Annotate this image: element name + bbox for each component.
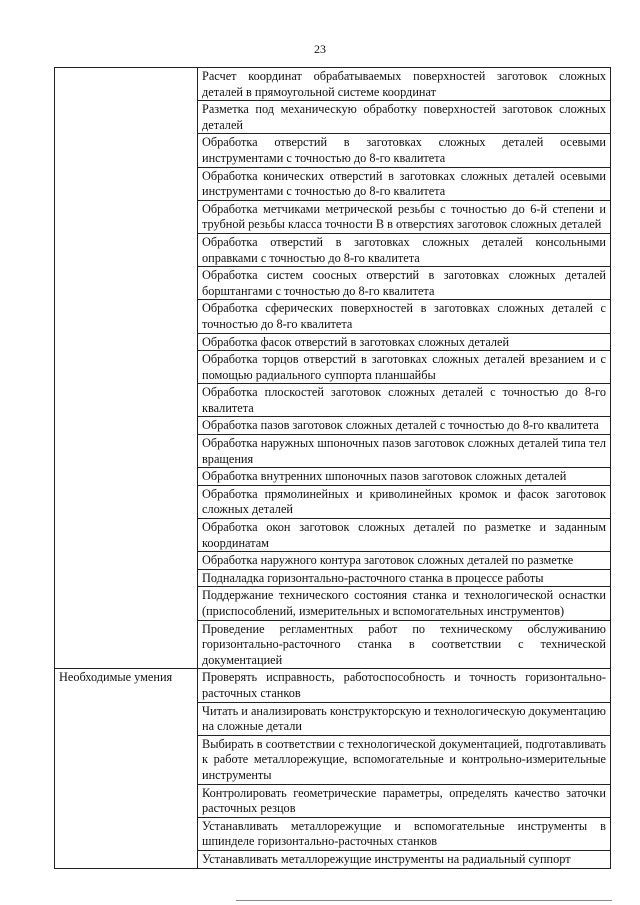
table-cell-text: Обработка торцов отверстий в заготовках сложных деталей врезанием и с помощью радиального суппорта планшайбы — [198, 351, 611, 384]
table-cell-text: Обработка окон заготовок сложных деталей по разметке и заданным координатам — [198, 519, 611, 552]
bottom-rule — [236, 900, 612, 901]
table-cell-text: Обработка пазов заготовок сложных деталей с точностью до 8-го квалитета — [198, 417, 611, 435]
table-cell-text: Подналадка горизонтально-расточного станка в процессе работы — [198, 569, 611, 587]
table-cell-text: Контролировать геометрические параметры, определять качество заточки расточных резцов — [198, 784, 611, 817]
table-cell-text: Обработка отверстий в заготовках сложных деталей осевыми инструментами с точностью до 8-го квалитета — [198, 134, 611, 167]
page-number: 23 — [314, 42, 326, 56]
table-cell-text: Расчет координат обрабатываемых поверхностей заготовок сложных деталей в прямоугольной системе координат — [198, 68, 611, 101]
table-cell-text: Обработка внутренних шпоночных пазов заготовок сложных деталей — [198, 468, 611, 486]
table-cell-text: Выбирать в соответствии с технологической документацией, подготавливать к работе металлорежущие, вспомогательные и контрольно-измерительные инструменты — [198, 735, 611, 784]
table-cell-text: Обработка конических отверстий в заготовках сложных деталей осевыми инструментами с точностью до 8-го квалитета — [198, 167, 611, 200]
table-cell-text: Обработка фасок отверстий в заготовках сложных деталей — [198, 333, 611, 351]
table-cell-text: Обработка наружных шпоночных пазов заготовок сложных деталей типа тел вращения — [198, 435, 611, 468]
row-label-work-actions — [55, 68, 198, 669]
table-cell-text: Обработка наружного контура заготовок сложных деталей по разметке — [198, 552, 611, 570]
table-cell-text: Разметка под механическую обработку поверхностей заготовок сложных деталей — [198, 101, 611, 134]
requirements-table — [54, 67, 611, 869]
table-cell-text: Обработка сферических поверхностей в заготовках сложных деталей с точностью до 8-го квалитета — [198, 300, 611, 333]
table-cell-text: Обработка прямолинейных и криволинейных кромок и фасок заготовок сложных деталей — [198, 485, 611, 518]
table-cell-text: Обработка плоскостей заготовок сложных деталей с точностью до 8-го квалитета — [198, 384, 611, 417]
table-cell-text: Обработка систем соосных отверстий в заготовках сложных деталей борштангами с точностью до 8-го квалитета — [198, 267, 611, 300]
table-cell-text: Устанавливать металлорежущие инструменты на радиальный суппорт — [198, 850, 611, 868]
table-row — [55, 669, 611, 702]
table-row — [55, 68, 611, 101]
table-cell-text: Поддержание технического состояния станка и технологической оснастки (приспособлений, измерительных и вспомогательных инструментов) — [198, 587, 611, 620]
table-cell-text: Обработка отверстий в заготовках сложных деталей консольными оправками с точностью до 8-го квалитета — [198, 233, 611, 266]
table-cell-text: Читать и анализировать конструкторскую и технологическую документацию на сложные детали — [198, 702, 611, 735]
table-cell-text: Обработка метчиками метрической резьбы с точностью до 6-й степени и трубной резьбы класса точности В в отверстиях заготовок сложных деталей — [198, 200, 611, 233]
table-cell-text: Проведение регламентных работ по техническому обслуживанию горизонтально-расточного станка в соответствии с технической документацией — [198, 620, 611, 669]
table-cell-text: Устанавливать металлорежущие и вспомогательные инструменты в шпинделе горизонтально-расточных станков — [198, 817, 611, 850]
row-label-required-skills: Необходимые умения — [55, 669, 198, 868]
table-cell-text: Проверять исправность, работоспособность и точность горизонтально-расточных станков — [198, 669, 611, 702]
